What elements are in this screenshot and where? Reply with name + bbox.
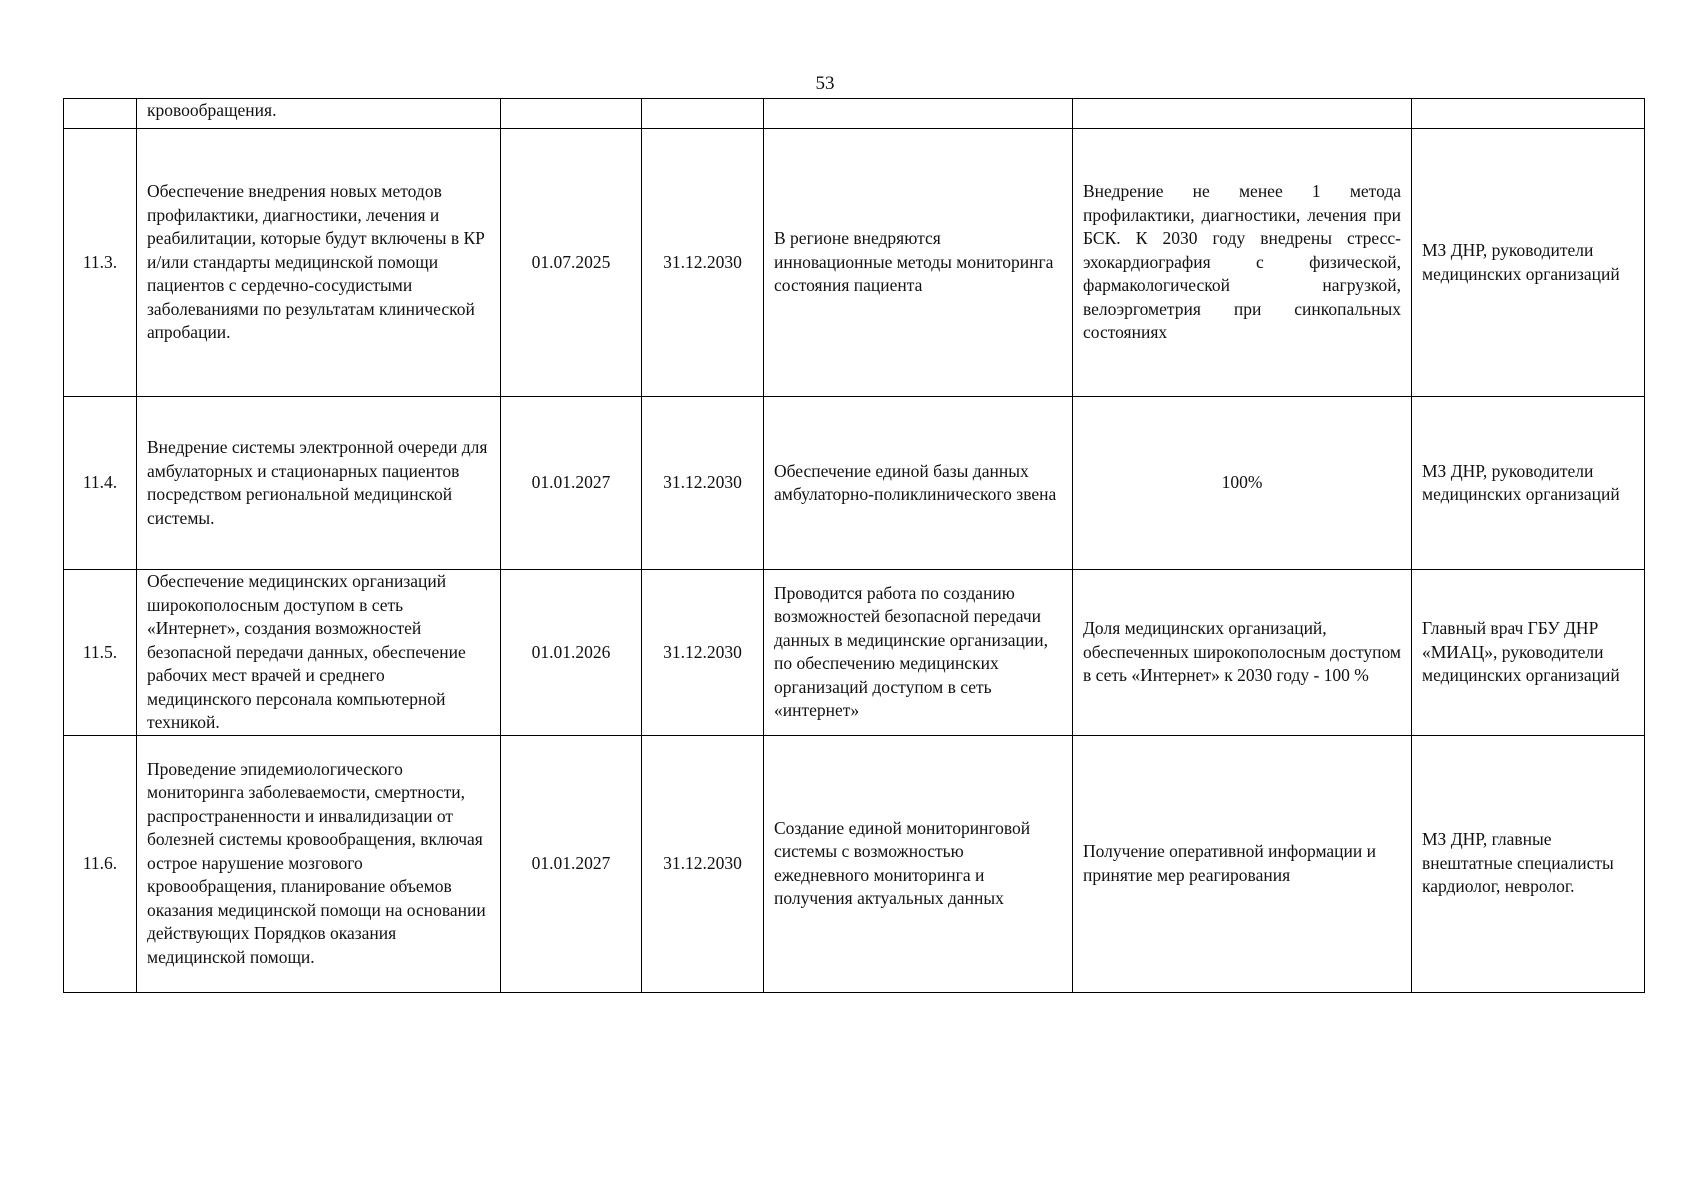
- table-row: [64, 735, 1645, 992]
- end-date-cell: 31.12.2030: [642, 570, 764, 736]
- row-number: 11.5.: [64, 570, 137, 736]
- row-number: 11.6.: [64, 735, 137, 992]
- indicator-cell: Внедрение не менее 1 метода профилактики, диагностики, лечения при БСК. К 2030 году внедрены стресс-эхокардиография с физической, фармакологической нагрузкой, велоэргометрия при синкопальных состояниях: [1073, 129, 1412, 397]
- result-cell: В регионе внедряются инновационные методы мониторинга состояния пациента: [764, 129, 1073, 397]
- indicator-cell: Доля медицинских организаций, обеспеченных широкополосным доступом в сеть «Интернет» к 2030 году - 100 %: [1073, 570, 1412, 736]
- indicator-cell: Получение оперативной информации и принятие мер реагирования: [1073, 735, 1412, 992]
- event-cell: Обеспечение внедрения новых методов профилактики, диагностики, лечения и реабилитации, которые будут включены в КР и/или стандарты медицинской помощи пациентов с сердечно-сосудистыми заболеваниями по результатам клинической апробации.: [137, 129, 501, 397]
- result-cell: Создание единой мониторинговой системы с возможностью ежедневного мониторинга и получения актуальных данных: [764, 735, 1073, 992]
- responsible-cell: МЗ ДНР, руководители медицинских организаций: [1412, 129, 1645, 397]
- result-cell: Обеспечение единой базы данных амбулаторно-поликлинического звена: [764, 397, 1073, 570]
- start-date-cell: [501, 99, 642, 129]
- responsible-cell: Главный врач ГБУ ДНР «МИАЦ», руководители медицинских организаций: [1412, 570, 1645, 736]
- end-date-cell: 31.12.2030: [642, 129, 764, 397]
- event-cell: Обеспечение медицинских организаций широкополосным доступом в сеть «Интернет», создания возможностей безопасной передачи данных, обеспечение рабочих мест врачей и среднего медицинского персонала компьютерной техникой.: [137, 570, 501, 736]
- table-row: [64, 129, 1645, 397]
- start-date-cell: 01.07.2025: [501, 129, 642, 397]
- table-row: [64, 397, 1645, 570]
- indicator-cell: 100%: [1073, 397, 1412, 570]
- end-date-cell: [642, 99, 764, 129]
- responsible-cell: МЗ ДНР, руководители медицинских организаций: [1412, 397, 1645, 570]
- page-number: 53: [815, 73, 835, 94]
- event-cell: Проведение эпидемиологического мониторинга заболеваемости, смертности, распространенности и инвалидизации от болезней системы кровообращения, включая острое нарушение мозгового кровообращения, планирование объемов оказания медицинской помощи на основании действующих Порядков оказания медицинской помощи.: [137, 735, 501, 992]
- indicator-cell: [1073, 99, 1412, 129]
- event-cell: Внедрение системы электронной очереди для амбулаторных и стационарных пациентов посредством региональной медицинской системы.: [137, 397, 501, 570]
- start-date-cell: 01.01.2027: [501, 735, 642, 992]
- row-number: 11.4.: [64, 397, 137, 570]
- responsible-cell: МЗ ДНР, главные внештатные специалисты кардиолог, невролог.: [1412, 735, 1645, 992]
- result-cell: Проводится работа по созданию возможностей безопасной передачи данных в медицинские организации, по обеспечению медицинских организаций доступом в сеть «интернет»: [764, 570, 1073, 736]
- start-date-cell: 01.01.2026: [501, 570, 642, 736]
- row-number: 11.3.: [64, 129, 137, 397]
- end-date-cell: 31.12.2030: [642, 735, 764, 992]
- event-cell: кровообращения.: [137, 99, 501, 129]
- responsible-cell: [1412, 99, 1645, 129]
- row-number: [64, 99, 137, 129]
- table-row: [64, 570, 1645, 736]
- start-date-cell: 01.01.2027: [501, 397, 642, 570]
- action-plan-table: [63, 98, 1645, 993]
- end-date-cell: 31.12.2030: [642, 397, 764, 570]
- table-row: [64, 99, 1645, 129]
- result-cell: [764, 99, 1073, 129]
